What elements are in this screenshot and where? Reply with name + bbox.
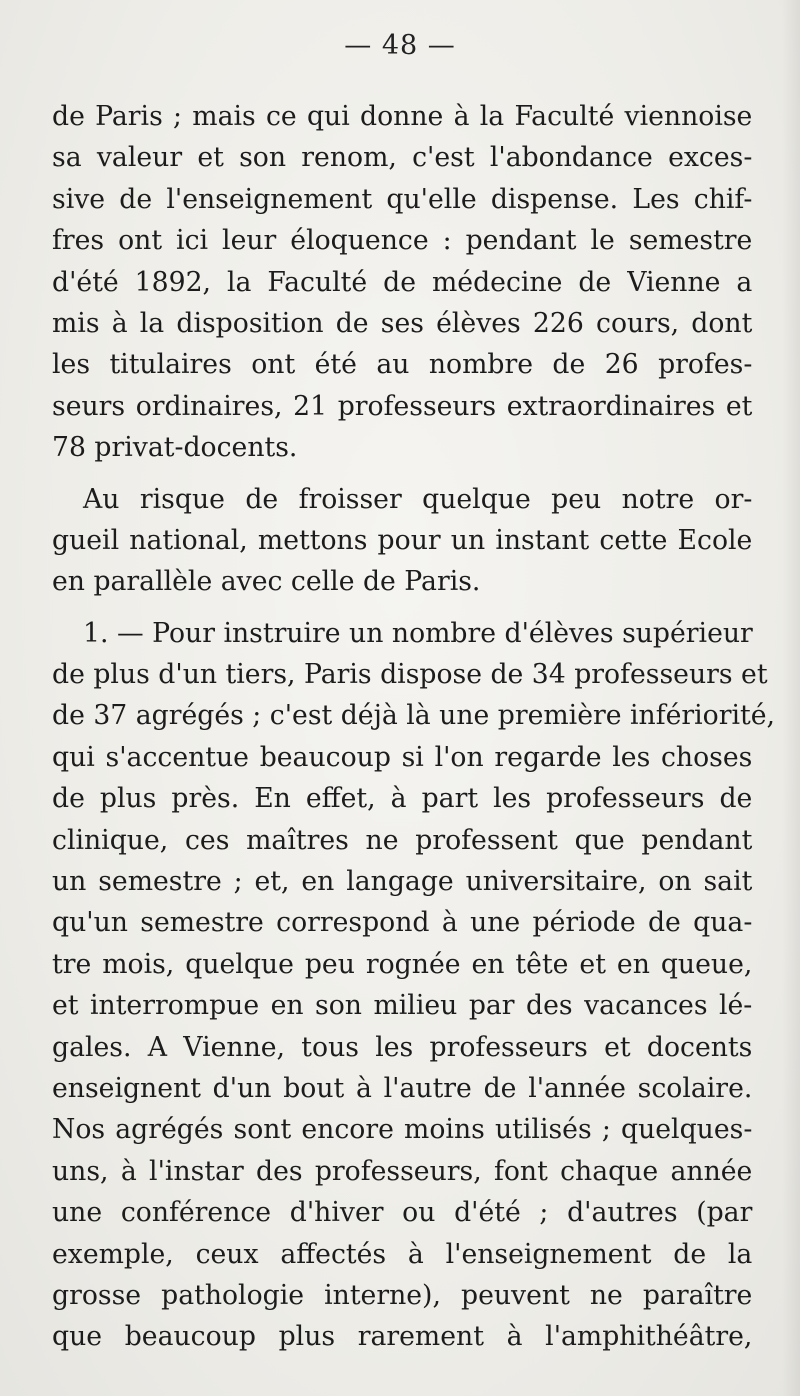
- text-line: gales. A Vienne, tous les professeurs et docents: [52, 1030, 753, 1063]
- text-line: mis à la disposition de ses élèves 226 cours, dont: [52, 306, 753, 339]
- text-line: de plus près. En effet, à part les professeurs de: [52, 782, 753, 815]
- text-line: qui s'accentue beaucoup si l'on regarde les choses: [52, 740, 753, 773]
- text-line: de 37 agrégés ; c'est déjà là une première infériorité,: [52, 699, 776, 732]
- text-line: de Paris ; mais ce qui donne à la Faculté viennoise: [52, 100, 753, 132]
- text-line: Nos agrégés sont encore moins utilisés ; quelques-: [52, 1113, 753, 1146]
- paragraph: [52, 479, 752, 603]
- text-line: enseignent d'un bout à l'autre de l'année scolaire.: [52, 1071, 753, 1104]
- text-line: grosse pathologie interne), peuvent ne paraître: [52, 1278, 753, 1311]
- page-number: — 48 —: [344, 30, 456, 61]
- text-line: sa valeur et son renom, c'est l'abondance exces-: [52, 141, 753, 174]
- text-line: tre mois, quelque peu rognée en tête et en queue,: [52, 947, 753, 980]
- text-line: gueil national, mettons pour un instant cette Ecole: [52, 523, 753, 556]
- text-line: clinique, ces maîtres ne professent que pendant: [52, 823, 753, 856]
- text-line: exemple, ceux affectés à l'enseignement de la: [52, 1237, 753, 1270]
- text-line: seurs ordinaires, 21 professeurs extraordinaires et: [52, 389, 753, 422]
- text-line: en parallèle avec celle de Paris.: [52, 565, 481, 598]
- text-line: un semestre ; et, en langage universitaire, on sait: [52, 865, 753, 898]
- text-line: une conférence d'hiver ou d'été ; d'autres (par: [52, 1196, 753, 1229]
- text-line: Au risque de froisser quelque peu notre or-: [83, 482, 753, 515]
- text-line: d'été 1892, la Faculté de médecine de Vienne a: [52, 265, 753, 298]
- paragraph: [52, 613, 776, 1358]
- text-line: et interrompue en son milieu par des vacances lé-: [52, 989, 753, 1022]
- text-line: fres ont ici leur éloquence : pendant le semestre: [52, 224, 753, 257]
- text-line: 1. — Pour instruire un nombre d'élèves supérieur: [83, 616, 753, 649]
- text-line: 78 privat-docents.: [52, 431, 298, 464]
- body-text: [52, 96, 776, 1358]
- text-line: sive de l'enseignement qu'elle dispense. Les chif-: [52, 182, 753, 215]
- text-line: qu'un semestre correspond à une période de qua-: [52, 906, 753, 939]
- paragraph: [52, 96, 752, 469]
- text-line: de plus d'un tiers, Paris dispose de 34 professeurs et: [52, 658, 768, 691]
- page-edge-shadow: [782, 0, 800, 1396]
- text-line: uns, à l'instar des professeurs, font chaque année: [52, 1154, 753, 1187]
- text-line: que beaucoup plus rarement à l'amphithéâtre,: [52, 1320, 753, 1353]
- text-line: les titulaires ont été au nombre de 26 profes-: [52, 348, 753, 381]
